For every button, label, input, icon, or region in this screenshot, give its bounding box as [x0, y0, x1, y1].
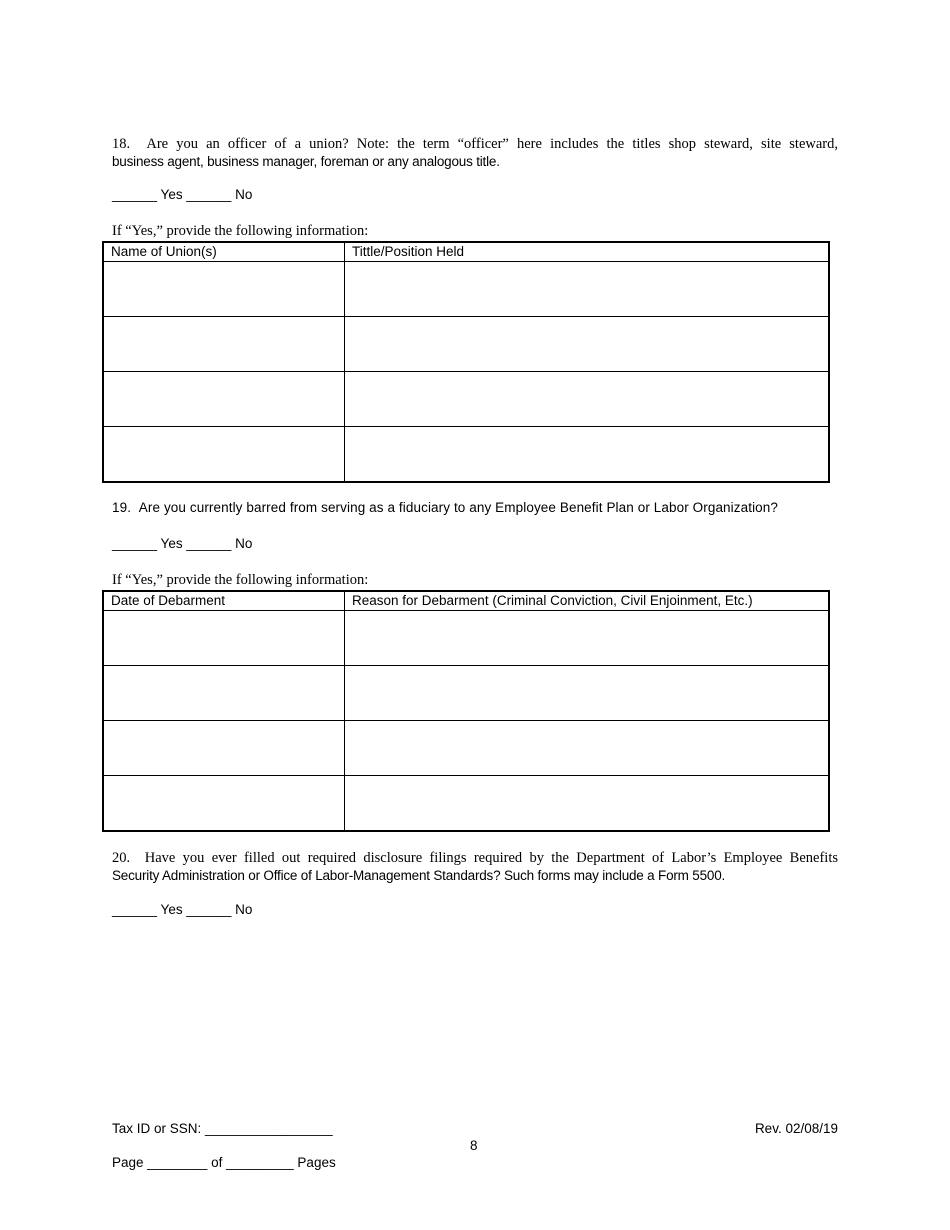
table-header-row: [103, 242, 829, 262]
table-row: [103, 666, 829, 721]
question-number: 20.: [112, 850, 131, 866]
table-cell[interactable]: [103, 666, 345, 721]
page-number: 8: [470, 1138, 478, 1153]
column-header-debarment-date: Date of Debarment: [103, 591, 345, 611]
question-20-line2: Security Administration or Office of Labor-Management Standards? Such forms may include a Form 5500.: [112, 868, 726, 883]
table-cell[interactable]: [103, 262, 345, 317]
column-header-position: Tittle/Position Held: [345, 242, 830, 262]
table-cell[interactable]: [345, 427, 830, 483]
table-row: [103, 262, 829, 317]
column-header-union-name: Name of Union(s): [103, 242, 345, 262]
table-row: [103, 372, 829, 427]
question-19: [112, 500, 778, 515]
yes-no-field[interactable]: ______ Yes ______ No: [112, 902, 253, 917]
revision-date: Rev. 02/08/19: [754, 1121, 838, 1136]
table-row: [103, 611, 829, 666]
question-number: 19.: [112, 500, 132, 515]
tax-id-field[interactable]: Tax ID or SSN: _________________: [112, 1121, 333, 1136]
question-text: Have you ever filled out required disclosure filings required by the Department of Labor’s Employee Benefits: [144, 850, 838, 866]
table-row: [103, 721, 829, 776]
table-cell[interactable]: [103, 372, 345, 427]
table-cell[interactable]: [103, 721, 345, 776]
table-intro: If “Yes,” provide the following information:: [112, 572, 369, 588]
question-18-line1: [112, 135, 838, 153]
table-row: [103, 427, 829, 483]
table-cell[interactable]: [345, 262, 830, 317]
table-cell[interactable]: [345, 776, 830, 832]
yes-no-field[interactable]: ______ Yes ______ No: [112, 187, 253, 202]
table-cell[interactable]: [103, 611, 345, 666]
table-row: [103, 776, 829, 832]
question-18-line2: business agent, business manager, foreman or any analogous title.: [112, 154, 500, 169]
table-cell[interactable]: [345, 372, 830, 427]
column-header-debarment-reason: Reason for Debarment (Criminal Conviction, Civil Enjoinment, Etc.): [345, 591, 830, 611]
table-cell[interactable]: [345, 721, 830, 776]
table-cell[interactable]: [103, 776, 345, 832]
table-intro: If “Yes,” provide the following information:: [112, 223, 369, 239]
table-cell[interactable]: [345, 666, 830, 721]
table-cell[interactable]: [103, 427, 345, 483]
question-20: [112, 849, 838, 885]
question-number: 18.: [112, 136, 131, 152]
question-20-line1: [112, 849, 838, 867]
question-18: [112, 135, 838, 171]
question-text: Are you an officer of a union? Note: the term “officer” here includes the titles shop steward, site steward,: [146, 136, 838, 152]
table-cell[interactable]: [345, 317, 830, 372]
table-cell[interactable]: [345, 611, 830, 666]
table-row: [103, 317, 829, 372]
table-cell[interactable]: [103, 317, 345, 372]
yes-no-field[interactable]: ______ Yes ______ No: [112, 536, 253, 551]
page-count-field[interactable]: Page ________ of _________ Pages: [112, 1155, 336, 1170]
question-text: Are you currently barred from serving as a fiduciary to any Employee Benefit Plan or Labor Organization?: [138, 500, 778, 515]
union-officer-table: [102, 241, 830, 483]
debarment-table: [102, 590, 830, 832]
table-header-row: [103, 591, 829, 611]
